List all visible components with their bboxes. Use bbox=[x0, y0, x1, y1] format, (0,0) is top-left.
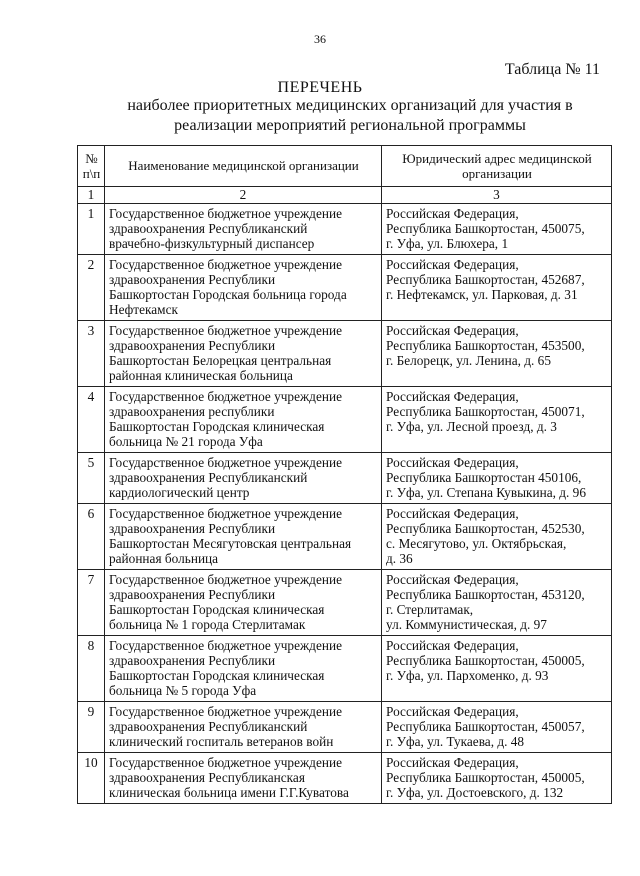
organization-name-line: врачебно-физкультурный диспансер bbox=[109, 236, 315, 251]
row-number: 9 bbox=[78, 702, 105, 753]
organization-name-line: здравоохранения республики bbox=[109, 404, 275, 419]
organization-name-line: Государственное бюджетное учреждение bbox=[109, 455, 342, 470]
organization-name-line: районная клиническая больница bbox=[109, 368, 293, 383]
organization-name-line: Государственное бюджетное учреждение bbox=[109, 638, 342, 653]
table-row bbox=[78, 321, 612, 387]
subtitle-line: реализации мероприятий региональной программы bbox=[174, 117, 526, 134]
organization-name-line: Государственное бюджетное учреждение bbox=[109, 257, 342, 272]
organization-name-line: больница № 1 города Стерлитамак bbox=[109, 617, 306, 632]
document-title: ПЕРЕЧЕНЬ bbox=[277, 79, 363, 96]
organization-address bbox=[382, 504, 612, 570]
organization-address-line: Российская Федерация, bbox=[386, 638, 519, 653]
row-number: 7 bbox=[78, 570, 105, 636]
organization-address-line: с. Месягутово, ул. Октябрьская, bbox=[386, 536, 567, 551]
organization-name-line: здравоохранения Республики bbox=[109, 338, 276, 353]
organization-address-line: Российская Федерация, bbox=[386, 755, 519, 770]
organization-name bbox=[105, 255, 382, 321]
organization-name bbox=[105, 453, 382, 504]
table-row bbox=[78, 504, 612, 570]
organization-name-line: здравоохранения Республики bbox=[109, 272, 276, 287]
organization-address bbox=[382, 702, 612, 753]
row-number: 5 bbox=[78, 453, 105, 504]
organization-name-line: Государственное бюджетное учреждение bbox=[109, 389, 342, 404]
organization-name-line: Башкортостан Городская клиническая bbox=[109, 668, 325, 683]
organization-name-line: здравоохранения Республиканский bbox=[109, 719, 308, 734]
organization-address-line: г. Уфа, ул. Степана Кувыкина, д. 96 bbox=[386, 485, 586, 500]
table-row bbox=[78, 753, 612, 804]
organization-address-line: Республика Башкортостан, 450075, bbox=[386, 221, 585, 236]
table-body bbox=[78, 204, 612, 804]
organization-address-line: Российская Федерация, bbox=[386, 257, 519, 272]
table-row bbox=[78, 387, 612, 453]
organization-address-line: г. Стерлитамак, bbox=[386, 602, 474, 617]
page-number: 36 bbox=[314, 32, 326, 46]
organization-name-line: клинический госпиталь ветеранов войн bbox=[109, 734, 334, 749]
organization-address-line: Российская Федерация, bbox=[386, 323, 519, 338]
organization-address-line: Республика Башкортостан, 450005, bbox=[386, 770, 585, 785]
organization-address-line: Российская Федерация, bbox=[386, 572, 519, 587]
organization-name bbox=[105, 702, 382, 753]
organization-name-line: Государственное бюджетное учреждение bbox=[109, 755, 342, 770]
organization-name-line: здравоохранения Республики bbox=[109, 587, 276, 602]
column-index: 2 bbox=[105, 187, 382, 204]
table-row bbox=[78, 453, 612, 504]
organization-name-line: клиническая больница имени Г.Г.Куватова bbox=[109, 785, 349, 800]
organization-address bbox=[382, 753, 612, 804]
document-subtitle bbox=[60, 96, 640, 136]
organization-address-line: Республика Башкортостан, 453120, bbox=[386, 587, 585, 602]
organization-address bbox=[382, 636, 612, 702]
organization-address-line: Республика Башкортостан, 450005, bbox=[386, 653, 585, 668]
organization-address-line: Российская Федерация, bbox=[386, 206, 519, 221]
organization-address-line: Российская Федерация, bbox=[386, 389, 519, 404]
organization-name-line: больница № 21 города Уфа bbox=[109, 434, 263, 449]
organization-address-line: Республика Башкортостан, 452530, bbox=[386, 521, 585, 536]
organization-address-line: г. Уфа, ул. Достоевского, д. 132 bbox=[386, 785, 564, 800]
organization-address bbox=[382, 204, 612, 255]
organization-name-line: Государственное бюджетное учреждение bbox=[109, 506, 342, 521]
table-label: Таблица № 11 bbox=[504, 61, 600, 78]
table-row bbox=[78, 636, 612, 702]
organization-address bbox=[382, 387, 612, 453]
organization-name-line: здравоохранения Республиканский bbox=[109, 470, 308, 485]
organization-address-line: Республика Башкортостан, 453500, bbox=[386, 338, 585, 353]
organization-address bbox=[382, 453, 612, 504]
organization-address-line: Республика Башкортостан 450106, bbox=[386, 470, 582, 485]
row-number: 2 bbox=[78, 255, 105, 321]
row-number: 10 bbox=[78, 753, 105, 804]
row-number: 8 bbox=[78, 636, 105, 702]
organization-address-line: Республика Башкортостан, 450071, bbox=[386, 404, 585, 419]
organization-name-line: Государственное бюджетное учреждение bbox=[109, 572, 342, 587]
organization-name bbox=[105, 387, 382, 453]
organization-address-line: г. Белорецк, ул. Ленина, д. 65 bbox=[386, 353, 551, 368]
organization-address-line: г. Уфа, ул. Блюхера, 1 bbox=[386, 236, 509, 251]
organization-name-line: Башкортостан Городская клиническая bbox=[109, 419, 325, 434]
organization-address bbox=[382, 570, 612, 636]
column-index-row bbox=[78, 187, 612, 204]
organization-address-line: Российская Федерация, bbox=[386, 506, 519, 521]
organization-name bbox=[105, 321, 382, 387]
organization-address-line: Российская Федерация, bbox=[386, 704, 519, 719]
organization-address bbox=[382, 321, 612, 387]
organization-name bbox=[105, 204, 382, 255]
row-number: 3 bbox=[78, 321, 105, 387]
organization-address-line: д. 36 bbox=[386, 551, 413, 566]
organization-address-line: ул. Коммунистическая, д. 97 bbox=[386, 617, 547, 632]
organization-name bbox=[105, 570, 382, 636]
subtitle-line: наиболее приоритетных медицинских организаций для участия в bbox=[127, 97, 573, 114]
row-number: 1 bbox=[78, 204, 105, 255]
organization-name-line: кардиологический центр bbox=[109, 485, 250, 500]
table-row bbox=[78, 702, 612, 753]
organization-name-line: Государственное бюджетное учреждение bbox=[109, 206, 342, 221]
organization-name-line: Нефтекамск bbox=[109, 302, 178, 317]
organization-address bbox=[382, 255, 612, 321]
organization-name-line: Башкортостан Белорецкая центральная bbox=[109, 353, 332, 368]
organization-name-line: здравоохранения Республиканский bbox=[109, 221, 308, 236]
table-row bbox=[78, 570, 612, 636]
row-number: 6 bbox=[78, 504, 105, 570]
organizations-table bbox=[77, 145, 612, 804]
organization-name-line: здравоохранения Республики bbox=[109, 521, 276, 536]
organization-name-line: здравоохранения Республики bbox=[109, 653, 276, 668]
column-index: 1 bbox=[78, 187, 105, 204]
organization-address-line: г. Уфа, ул. Тукаева, д. 48 bbox=[386, 734, 525, 749]
organization-address-line: Российская Федерация, bbox=[386, 455, 519, 470]
organization-name-line: Башкортостан Городская больница города bbox=[109, 287, 347, 302]
organization-name-line: Башкортостан Городская клиническая bbox=[109, 602, 325, 617]
organization-name bbox=[105, 753, 382, 804]
organization-address-line: Республика Башкортостан, 452687, bbox=[386, 272, 585, 287]
header-name: Наименование медицинской организации bbox=[105, 146, 382, 187]
organization-name-line: районная больница bbox=[109, 551, 219, 566]
header-num: № п\п bbox=[78, 146, 105, 187]
organization-name bbox=[105, 636, 382, 702]
organization-address-line: г. Уфа, ул. Лесной проезд, д. 3 bbox=[386, 419, 557, 434]
organization-name bbox=[105, 504, 382, 570]
organization-address-line: Республика Башкортостан, 450057, bbox=[386, 719, 585, 734]
organization-name-line: больница № 5 города Уфа bbox=[109, 683, 257, 698]
header-address: Юридический адрес медицинской организации bbox=[382, 146, 612, 187]
organization-address-line: г. Нефтекамск, ул. Парковая, д. 31 bbox=[386, 287, 578, 302]
table-row bbox=[78, 204, 612, 255]
table-row bbox=[78, 255, 612, 321]
organization-name-line: Государственное бюджетное учреждение bbox=[109, 323, 342, 338]
organization-name-line: Башкортостан Месягутовская центральная bbox=[109, 536, 352, 551]
organization-name-line: здравоохранения Республиканская bbox=[109, 770, 305, 785]
organization-name-line: Государственное бюджетное учреждение bbox=[109, 704, 342, 719]
organization-address-line: г. Уфа, ул. Пархоменко, д. 93 bbox=[386, 668, 549, 683]
column-index: 3 bbox=[382, 187, 612, 204]
row-number: 4 bbox=[78, 387, 105, 453]
table-header-row bbox=[78, 146, 612, 187]
